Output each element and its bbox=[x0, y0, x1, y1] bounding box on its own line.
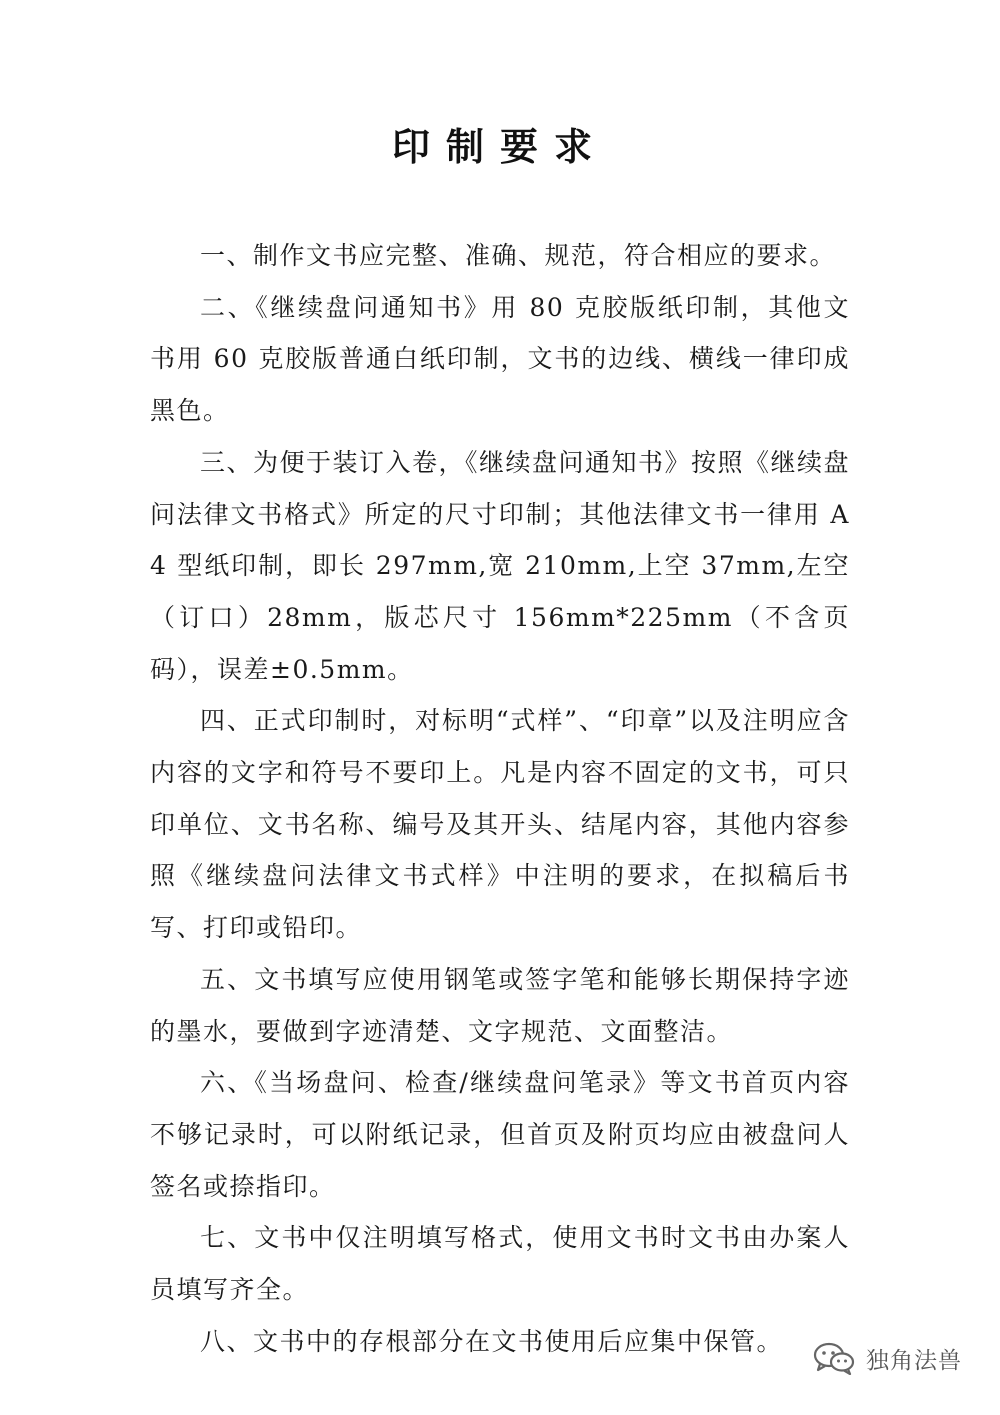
watermark-text: 独角法兽 bbox=[866, 1347, 962, 1374]
document-body bbox=[150, 230, 850, 1367]
paragraph-6: 六、《当场盘问、检查/继续盘问笔录》等文书首页内容不够记录时，可以附纸记录，但首页及附页均应由被盘问人签名或捺指印。 bbox=[150, 1068, 850, 1201]
paragraph-7: 七、文书中仅注明填写格式，使用文书时文书由办案人员填写齐全。 bbox=[150, 1223, 850, 1305]
paragraph-1: 一、制作文书应完整、准确、规范，符合相应的要求。 bbox=[200, 241, 837, 270]
paragraph-8: 八、文书中的存根部分在文书使用后应集中保管。 bbox=[200, 1326, 784, 1356]
wechat-icon bbox=[812, 1341, 856, 1375]
paragraph-3: 三、为便于装订入卷，《继续盘问通知书》按照《继续盘问法律文书格式》所定的尺寸印制；其他法律文书一律用 A4 型纸印制，即长 297mm,宽 210mm,上空 37mm,左空（订口）28mm，版芯尺寸 156mm*225mm（不含页码），误差±0.5mm。 bbox=[150, 447, 851, 684]
paragraph-2: 二、《继续盘问通知书》用 80 克胶版纸印制，其他文书用 60 克胶版普通白纸印制，文书的边线、横线一律印成黑色。 bbox=[150, 292, 850, 426]
page-title: 印制要求 bbox=[391, 125, 608, 169]
paragraph-5: 五、文书填写应使用钢笔或签字笔和能够长期保持字迹的墨水，要做到字迹清楚、文字规范、文面整洁。 bbox=[150, 964, 850, 1046]
paragraph-4: 四、正式印制时，对标明“式样”、“印章”以及注明应含内容的文字和符号不要印上。凡是内容不固定的文书，可只印单位、文书名称、编号及其开头、结尾内容，其他内容参照《继续盘问法律文书式样》中注明的要求，在拟稿后书写、打印或铅印。 bbox=[150, 706, 850, 943]
watermark bbox=[812, 1336, 962, 1380]
